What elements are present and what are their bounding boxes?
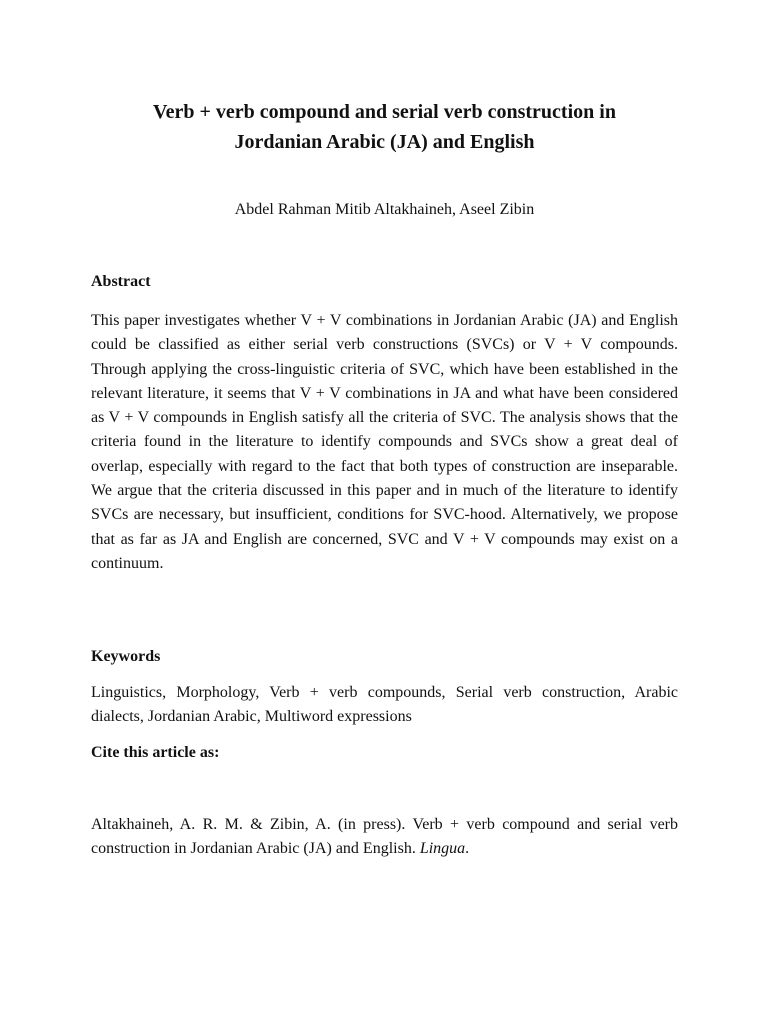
citation-body [91, 813, 678, 862]
citation-journal: Lingua [419, 840, 466, 858]
paper-title-line-1: Verb + verb compound and serial verb construction in [153, 101, 616, 123]
keywords-heading: Keywords [91, 648, 161, 665]
keywords-body: Linguistics, Morphology, Verb + verb compounds, Serial verb construction, Arabic dialects, Jordanian Arabic, Multiword expressions [91, 684, 678, 726]
abstract-body: This paper investigates whether V + V combinations in Jordanian Arabic (JA) and English could be classified as either serial verb constructions (SVCs) or V + V compounds. Through applying the cross-linguistic criteria of SVC, which have been established in the relevant literature, it seems that V + V combinations in JA and what have been considered as V + V compounds in English satisfy all the criteria of SVC. The analysis shows that the criteria found in the literature to identify compounds and SVCs show a great deal of overlap, especially with regard to the fact that both types of construction are inseparable. We argue that the criteria discussed in this paper and in much of the literature to identify SVCs are necessary, but insufficient, conditions for SVC-hood. Alternatively, we propose that as far as JA and English are concerned, SVC and V + V compounds may exist on a continuum. [91, 312, 678, 572]
paper-title-line-2: Jordanian Arabic (JA) and English [234, 131, 535, 153]
paper-title [91, 97, 678, 157]
cite-heading: Cite this article as: [91, 744, 220, 761]
citation-end: . [465, 840, 470, 858]
paper-authors: Abdel Rahman Mitib Altakhaineh, Aseel Zibin [234, 201, 535, 218]
abstract-heading: Abstract [91, 273, 151, 290]
citation-text: Altakhaineh, A. R. M. & Zibin, A. (in press). Verb + verb compound and serial verb construction in Jordanian Arabic (JA) and English. [91, 816, 678, 858]
